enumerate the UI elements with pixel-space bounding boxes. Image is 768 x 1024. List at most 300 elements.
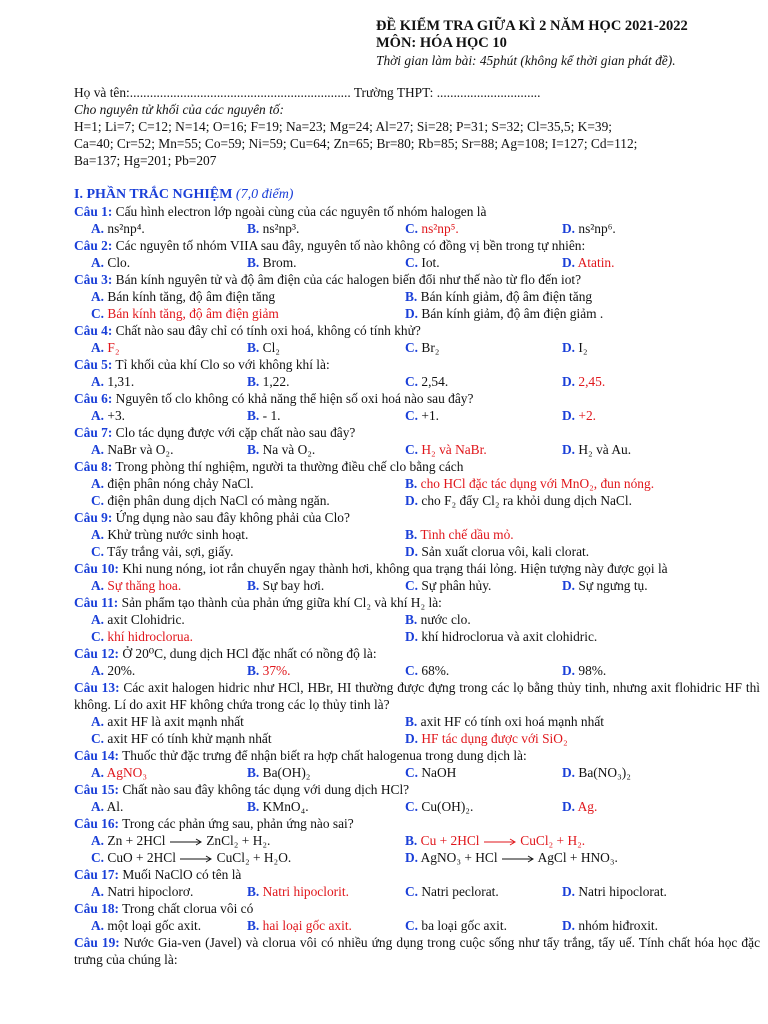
option-letter: B. xyxy=(405,714,418,729)
option-c xyxy=(91,492,330,509)
option-d xyxy=(405,492,632,509)
option-letter: A. xyxy=(91,442,105,457)
option-text: NaBr và O₂. xyxy=(107,442,174,457)
option-letter: A. xyxy=(91,578,105,593)
option-a xyxy=(91,407,125,424)
option-b xyxy=(405,475,654,492)
option-letter: B. xyxy=(405,527,418,542)
option-a xyxy=(91,764,147,781)
option-d xyxy=(562,798,597,815)
option-text: Sự thăng hoa. xyxy=(107,578,182,593)
section-title xyxy=(74,186,760,203)
option-letter: A. xyxy=(91,527,105,542)
option-text: - 1. xyxy=(262,408,281,423)
question-12 xyxy=(74,645,760,662)
option-letter: D. xyxy=(562,799,576,814)
subject-title: MÔN: HÓA HỌC 10 xyxy=(376,35,507,51)
option-text: cho F₂ đẩy Cl₂ ra khỏi dung dịch NaCl. xyxy=(421,493,632,508)
option-letter: B. xyxy=(247,918,260,933)
option-row xyxy=(74,441,760,458)
option-letter: D. xyxy=(562,884,576,899)
question-16 xyxy=(74,815,760,832)
question-5 xyxy=(74,356,760,373)
option-letter: D. xyxy=(405,306,419,321)
option-text: hai loại gốc axit. xyxy=(262,918,352,933)
option-letter: A. xyxy=(91,884,105,899)
option-d xyxy=(562,373,605,390)
option-b xyxy=(247,662,291,679)
option-text: Natri hipoclorơ. xyxy=(107,884,194,899)
option-text: điện phân dung dịch NaCl có màng ngăn. xyxy=(107,493,330,508)
option-text: 2,54. xyxy=(421,374,449,389)
option-letter: B. xyxy=(247,765,260,780)
option-d xyxy=(405,543,589,560)
option-b xyxy=(247,220,299,237)
option-d xyxy=(405,849,618,866)
option-letter: B. xyxy=(247,578,260,593)
option-text: H₂ và Au. xyxy=(578,442,632,457)
section-points: (7,0 điểm) xyxy=(235,187,294,202)
option-a xyxy=(91,798,123,815)
option-letter: C. xyxy=(91,731,105,746)
option-text: 2,45. xyxy=(578,374,606,389)
option-letter: B. xyxy=(247,408,260,423)
option-b xyxy=(247,798,309,815)
option-c xyxy=(91,730,272,747)
option-row xyxy=(74,492,760,509)
option-letter: B. xyxy=(247,663,260,678)
option-text: Bán kính tăng, độ âm điện tăng xyxy=(107,289,276,304)
option-d xyxy=(405,730,568,747)
option-text: Sự phân hủy. xyxy=(421,578,492,593)
option-text: axit Clohidric. xyxy=(107,612,185,627)
option-text: Br₂ xyxy=(421,340,440,355)
option-b xyxy=(247,339,280,356)
option-letter: A. xyxy=(91,221,105,236)
option-text: Al. xyxy=(106,799,124,814)
question-text: Trong chất clorua vôi có xyxy=(119,901,254,916)
option-letter: C. xyxy=(91,850,105,865)
option-c xyxy=(91,628,193,645)
option-row xyxy=(74,543,760,560)
option-a xyxy=(91,713,244,730)
option-row xyxy=(74,475,760,492)
option-letter: A. xyxy=(91,833,105,848)
reaction-arrow-icon xyxy=(179,855,213,863)
atomic-masses-3: Ba=137; Hg=201; Pb=207 xyxy=(74,153,217,168)
option-letter: B. xyxy=(405,289,418,304)
option-letter: C. xyxy=(405,799,419,814)
option-letter: C. xyxy=(405,765,419,780)
option-letter: C. xyxy=(405,442,419,457)
option-d xyxy=(562,339,588,356)
atomic-masses-1: H=1; Li=7; C=12; N=14; O=16; F=19; Na=23; Mg=24; Al=27; Si=28; P=31; S=32; Cl=35,5; K=39; xyxy=(74,119,612,134)
option-a xyxy=(91,254,130,271)
option-product: AgCl + HNO₃. xyxy=(537,850,618,865)
option-d xyxy=(405,305,603,322)
option-c xyxy=(405,254,440,271)
option-d xyxy=(562,764,631,781)
option-letter: B. xyxy=(405,612,418,627)
option-letter: D. xyxy=(562,374,576,389)
option-letter: C. xyxy=(405,340,419,355)
option-a xyxy=(91,373,134,390)
option-letter: C. xyxy=(405,255,419,270)
question-label: Câu 11: xyxy=(74,595,119,610)
option-a xyxy=(91,883,193,900)
question-list xyxy=(74,203,760,968)
question-7 xyxy=(74,424,760,441)
option-text: Natri hipoclorat. xyxy=(578,884,667,899)
question-label: Câu 2: xyxy=(74,238,113,253)
question-label: Câu 6: xyxy=(74,391,113,406)
option-text: axit HF có tính khử mạnh nhất xyxy=(107,731,272,746)
option-letter: D. xyxy=(405,629,419,644)
student-info-line: Họ và tên:.................................................................. Trường THPT: ............................... xyxy=(74,85,541,100)
option-letter: B. xyxy=(247,221,260,236)
option-row xyxy=(74,339,760,356)
option-letter: D. xyxy=(562,408,576,423)
option-row xyxy=(74,628,760,645)
option-c xyxy=(91,305,279,322)
question-14 xyxy=(74,747,760,764)
option-text: Clo. xyxy=(107,255,131,270)
option-text: Cu(OH)₂. xyxy=(421,799,474,814)
question-17 xyxy=(74,866,760,883)
question-label: Câu 9: xyxy=(74,510,113,525)
option-letter: B. xyxy=(247,374,260,389)
option-row xyxy=(74,662,760,679)
option-text: nhóm hiđroxit. xyxy=(578,918,658,933)
option-c xyxy=(405,441,487,458)
atomic-mass-note: Cho nguyên tử khối của các nguyên tố: xyxy=(74,102,284,117)
option-text: KMnO₄. xyxy=(262,799,309,814)
option-a xyxy=(91,577,181,594)
option-c xyxy=(405,577,491,594)
question-text: Chất nào sau đây không tác dụng với dung dịch HCl? xyxy=(119,782,410,797)
option-text: Brom. xyxy=(262,255,297,270)
option-letter: D. xyxy=(562,918,576,933)
option-row xyxy=(74,611,760,628)
option-text: Natri hipoclorit. xyxy=(262,884,349,899)
atomic-masses-2: Ca=40; Cr=52; Mn=55; Co=59; Ni=59; Cu=64; Zn=65; Br=80; Rb=85; Sr=88; Ag=108; I=127; Cd=112; xyxy=(74,136,638,151)
option-text: Sự bay hơi. xyxy=(262,578,325,593)
option-row xyxy=(74,526,760,543)
option-letter: D. xyxy=(562,340,576,355)
option-text: HF tác dụng được với SiO₂ xyxy=(421,731,568,746)
option-letter: C. xyxy=(405,578,419,593)
option-b xyxy=(247,373,289,390)
option-text: Atatin. xyxy=(577,255,615,270)
exam-title: ĐỀ KIỂM TRA GIỮA KÌ 2 NĂM HỌC 2021-2022 xyxy=(376,18,688,34)
question-label: Câu 7: xyxy=(74,425,113,440)
option-text: Sản xuất clorua vôi, kali clorat. xyxy=(421,544,590,559)
option-letter: A. xyxy=(91,918,105,933)
option-text: Khử trùng nước sinh hoạt. xyxy=(107,527,249,542)
option-text: I₂ xyxy=(578,340,588,355)
option-text: Na và O₂. xyxy=(262,442,316,457)
option-letter: B. xyxy=(247,340,260,355)
option-row xyxy=(74,254,760,271)
question-18 xyxy=(74,900,760,917)
question-label: Câu 5: xyxy=(74,357,113,372)
option-letter: D. xyxy=(562,578,576,593)
option-letter: A. xyxy=(91,289,105,304)
question-label: Câu 8: xyxy=(74,459,113,474)
option-text: +3. xyxy=(107,408,125,423)
option-letter: C. xyxy=(405,408,419,423)
option-letter: C. xyxy=(405,663,419,678)
option-c xyxy=(405,764,456,781)
option-product: ZnCl₂ + H₂. xyxy=(206,833,271,848)
option-d xyxy=(562,883,667,900)
option-text: 37%. xyxy=(262,663,291,678)
option-text: Tinh chế dầu mỏ. xyxy=(420,527,514,542)
option-d xyxy=(562,407,596,424)
option-text: Ag. xyxy=(577,799,598,814)
question-label: Câu 15: xyxy=(74,782,120,797)
reaction-arrow-icon xyxy=(501,855,535,863)
option-b xyxy=(247,764,310,781)
option-row xyxy=(74,407,760,424)
option-a xyxy=(91,611,185,628)
option-row xyxy=(74,849,760,866)
option-text: 1,22. xyxy=(262,374,290,389)
option-letter: C. xyxy=(405,221,419,236)
option-d xyxy=(562,577,648,594)
option-letter: D. xyxy=(562,663,576,678)
option-a xyxy=(91,475,254,492)
option-row xyxy=(74,883,760,900)
option-text: cho HCl đặc tác dụng với MnO₂, đun nóng. xyxy=(420,476,655,491)
option-row xyxy=(74,577,760,594)
question-label: Câu 3: xyxy=(74,272,113,287)
question-19 xyxy=(74,934,760,968)
exam-header xyxy=(376,18,756,69)
question-text: Các axit halogen hidric như HCl, HBr, HI thường được đựng trong các lọ bằng thủy tinh, nhưng axit flohidric HF thì không. Lí do axit HF không chứa trong các lọ thủy tinh là? xyxy=(74,680,761,712)
option-text: Sự ngưng tụ. xyxy=(578,578,648,593)
option-text: +2. xyxy=(578,408,596,423)
question-15 xyxy=(74,781,760,798)
option-c xyxy=(405,220,459,237)
option-c xyxy=(91,849,291,866)
question-6 xyxy=(74,390,760,407)
option-letter: D. xyxy=(562,442,576,457)
question-text: Cấu hình electron lớp ngoài cùng của các nguyên tố nhóm halogen là xyxy=(112,204,487,219)
option-text: axit HF là axit mạnh nhất xyxy=(107,714,244,729)
option-a xyxy=(91,288,275,305)
option-text: Bán kính giảm, độ âm điện tăng xyxy=(420,289,593,304)
question-label: Câu 16: xyxy=(74,816,120,831)
option-text: 68%. xyxy=(421,663,450,678)
option-product: CuCl₂ + H₂. xyxy=(520,833,586,848)
option-b xyxy=(247,254,297,271)
option-text: Ba(OH)₂ xyxy=(262,765,311,780)
option-text: Tẩy trắng vải, sợi, giấy. xyxy=(107,544,234,559)
option-text: ns²np⁴. xyxy=(107,221,145,236)
option-letter: C. xyxy=(91,629,105,644)
question-1 xyxy=(74,203,760,220)
option-text: AgNO₃ xyxy=(106,765,148,780)
option-letter: A. xyxy=(91,612,105,627)
option-text: Ba(NO₃)₂ xyxy=(578,765,631,780)
question-label: Câu 1: xyxy=(74,204,113,219)
option-row xyxy=(74,730,760,747)
option-text: F₂ xyxy=(107,340,120,355)
question-text: Nguyên tố clo không có khả năng thể hiện số oxi hoá nào sau đây? xyxy=(112,391,474,406)
option-text: 1,31. xyxy=(107,374,135,389)
question-label: Câu 14: xyxy=(74,748,120,763)
option-text: một loại gốc axit. xyxy=(107,918,202,933)
option-letter: D. xyxy=(405,544,419,559)
option-c xyxy=(405,407,439,424)
option-text: axit HF có tính oxi hoá mạnh nhất xyxy=(420,714,604,729)
option-text: ba loại gốc axit. xyxy=(421,918,507,933)
question-label: Câu 4: xyxy=(74,323,113,338)
time-note: Thời gian làm bài: 45phút (không kể thời gian phát đề). xyxy=(376,53,676,68)
option-b xyxy=(405,526,514,543)
option-letter: A. xyxy=(91,255,105,270)
option-a xyxy=(91,662,135,679)
option-text: NaOH xyxy=(421,765,457,780)
option-row xyxy=(74,305,760,322)
question-label: Câu 10: xyxy=(74,561,120,576)
option-a xyxy=(91,339,120,356)
option-letter: D. xyxy=(405,731,419,746)
question-text: Sản phẩm tạo thành của phản ứng giữa khí Cl₂ và khí H₂ là: xyxy=(118,595,442,610)
option-row xyxy=(74,288,760,305)
option-text: nước clo. xyxy=(420,612,471,627)
option-c xyxy=(405,883,499,900)
option-text: Bán kính tăng, độ âm điện giảm xyxy=(107,306,279,321)
option-letter: C. xyxy=(405,374,419,389)
question-text: Thuốc thử đặc trưng để nhận biết ra hợp chất halogenua trong dung dịch là: xyxy=(119,748,527,763)
option-text: 20%. xyxy=(107,663,136,678)
option-letter: D. xyxy=(562,221,576,236)
option-letter: A. xyxy=(91,374,105,389)
option-text: Cu + 2HCl xyxy=(420,833,480,848)
option-b xyxy=(247,917,352,934)
option-text: Zn + 2HCl xyxy=(107,833,166,848)
option-a xyxy=(91,917,201,934)
option-letter: C. xyxy=(405,884,419,899)
option-c xyxy=(405,339,439,356)
option-letter: C. xyxy=(91,493,105,508)
option-d xyxy=(562,917,658,934)
option-text: H₂ và NaBr. xyxy=(421,442,487,457)
question-text: Trong các phản ứng sau, phản ứng nào sai? xyxy=(119,816,354,831)
option-letter: D. xyxy=(405,850,419,865)
question-label: Câu 17: xyxy=(74,867,120,882)
option-d xyxy=(562,441,631,458)
option-text: Iot. xyxy=(421,255,440,270)
question-8 xyxy=(74,458,760,475)
question-text: Muối NaClO có tên là xyxy=(119,867,242,882)
option-row xyxy=(74,764,760,781)
option-b xyxy=(405,288,592,305)
option-text: Bán kính giảm, độ âm điện giảm . xyxy=(421,306,604,321)
question-9 xyxy=(74,509,760,526)
option-b xyxy=(405,713,604,730)
option-letter: B. xyxy=(247,799,260,814)
option-letter: C. xyxy=(405,918,419,933)
question-label: Câu 18: xyxy=(74,901,120,916)
option-b xyxy=(247,441,315,458)
option-letter: B. xyxy=(405,476,418,491)
option-b xyxy=(247,577,324,594)
option-row xyxy=(74,373,760,390)
option-b xyxy=(405,832,585,849)
option-c xyxy=(405,917,507,934)
question-text: Ở 20⁰C, dung dịch HCl đặc nhất có nồng độ là: xyxy=(119,646,377,661)
option-a xyxy=(91,832,270,849)
option-a xyxy=(91,441,173,458)
question-4 xyxy=(74,322,760,339)
question-3 xyxy=(74,271,760,288)
option-row xyxy=(74,220,760,237)
question-text: Trong phòng thí nghiệm, người ta thường điều chế clo bằng cách xyxy=(112,459,464,474)
question-text: Các nguyên tố nhóm VIIA sau đây, nguyên tố nào không có đồng vị bền trong tự nhiên: xyxy=(112,238,586,253)
option-letter: A. xyxy=(91,663,105,678)
option-letter: B. xyxy=(247,442,260,457)
option-d xyxy=(405,628,597,645)
option-text: CuO + 2HCl xyxy=(107,850,176,865)
option-b xyxy=(247,883,349,900)
question-text: Bán kính nguyên tử và độ âm điện của các halogen biến đổi như thế nào từ flo đến iot? xyxy=(112,272,582,287)
option-text: +1. xyxy=(421,408,439,423)
option-c xyxy=(405,662,449,679)
option-letter: A. xyxy=(91,476,105,491)
option-row xyxy=(74,917,760,934)
question-text: Ứng dụng nào sau đây không phải của Clo? xyxy=(112,510,350,525)
option-letter: B. xyxy=(247,255,260,270)
option-text: khí hidroclorua và axit clohidric. xyxy=(421,629,598,644)
question-10 xyxy=(74,560,760,577)
option-d xyxy=(562,662,606,679)
option-letter: A. xyxy=(91,714,105,729)
exam-content xyxy=(74,84,760,968)
question-11 xyxy=(74,594,760,611)
question-label: Câu 12: xyxy=(74,646,120,661)
option-b xyxy=(405,611,471,628)
option-text: khí hidroclorua. xyxy=(107,629,193,644)
question-text: Chất nào sau đây chỉ có tính oxi hoá, không có tính khử? xyxy=(112,323,421,338)
reaction-arrow-icon xyxy=(169,838,203,846)
option-b xyxy=(247,407,281,424)
option-letter: D. xyxy=(562,765,576,780)
option-text: Cl₂ xyxy=(262,340,280,355)
option-d xyxy=(562,220,616,237)
question-text: Tỉ khối của khí Clo so với không khí là: xyxy=(112,357,330,372)
option-text: ns²np³. xyxy=(262,221,300,236)
option-row xyxy=(74,713,760,730)
option-letter: A. xyxy=(91,765,105,780)
question-13 xyxy=(74,679,760,713)
option-letter: C. xyxy=(91,306,105,321)
option-text: điện phân nóng chảy NaCl. xyxy=(107,476,254,491)
question-label: Câu 19: xyxy=(74,935,120,950)
question-label: Câu 13: xyxy=(74,680,120,695)
option-row xyxy=(74,832,760,849)
option-letter: B. xyxy=(247,884,260,899)
option-letter: D. xyxy=(562,255,576,270)
question-text: Khi nung nóng, iot rắn chuyển ngay thành hơi, không qua trạng thái lỏng. Hiện tượng này được gọi là xyxy=(119,561,668,576)
option-a xyxy=(91,526,248,543)
option-c xyxy=(405,798,473,815)
option-letter: C. xyxy=(91,544,105,559)
option-c xyxy=(91,543,233,560)
option-text: Natri peclorat. xyxy=(421,884,499,899)
